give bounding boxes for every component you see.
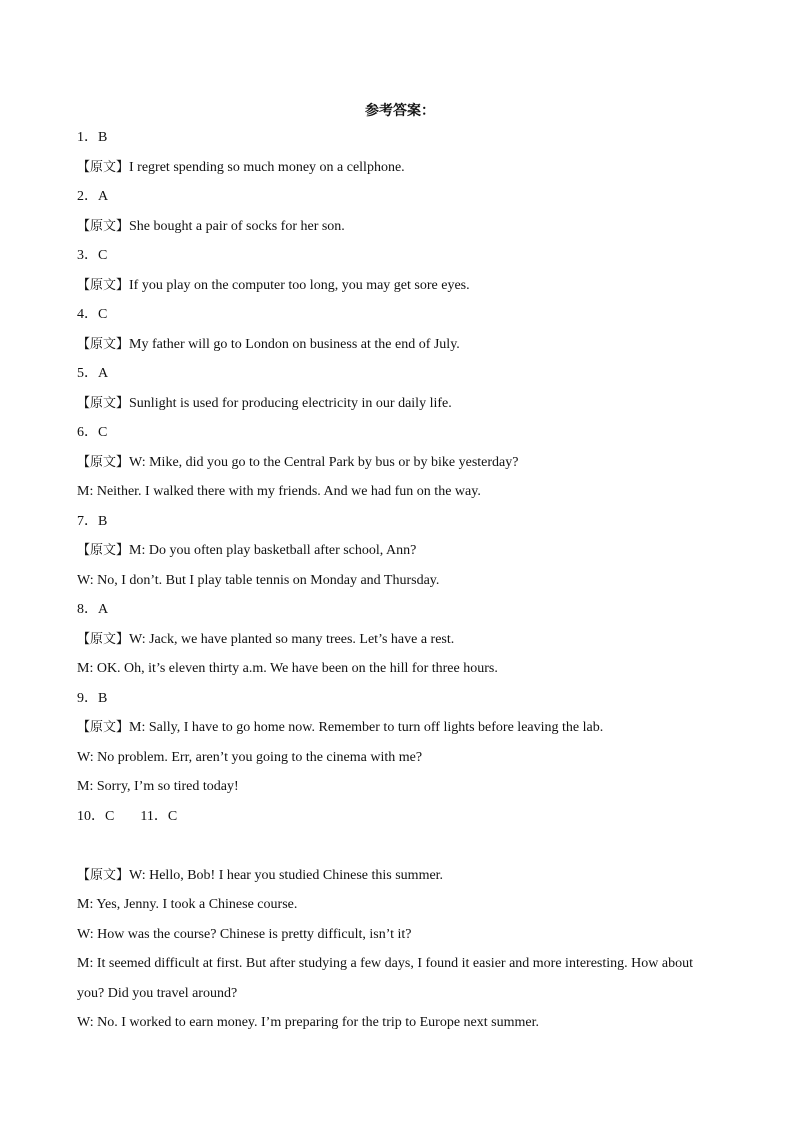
line-text: you? Did you travel around? <box>77 985 238 1001</box>
transcript-line <box>77 277 470 295</box>
answer-number: 11．C <box>140 808 178 824</box>
transcript-line <box>77 955 693 973</box>
source-tag: 【原文】 <box>77 454 130 470</box>
answer-number <box>77 188 108 206</box>
answer-number: 10．C <box>77 808 115 824</box>
line-text: M: Do you often play basketball after school, Ann? <box>129 543 417 558</box>
line-text: 5．A <box>77 366 109 381</box>
transcript-line <box>77 572 439 590</box>
transcript-line <box>77 631 454 649</box>
line-text: W: No. I worked to earn money. I’m preparing for the trip to Europe next summer. <box>77 1015 539 1030</box>
line-text: 2．A <box>77 189 109 204</box>
transcript-line <box>77 985 237 1003</box>
source-tag: 【原文】 <box>77 395 130 411</box>
transcript-line <box>77 719 603 737</box>
line-text: W: Mike, did you go to the Central Park by bus or by bike yesterday? <box>129 454 519 470</box>
source-tag: 【原文】 <box>77 159 130 175</box>
line-text: I regret spending so much money on a cellphone. <box>129 159 405 175</box>
line-text: M: It seemed difficult at first. But after studying a few days, I found it easier and more interesting. How about <box>77 956 693 971</box>
answer-number <box>77 513 107 531</box>
line-text: My father will go to London on business at the end of July. <box>129 336 460 352</box>
source-tag: 【原文】 <box>77 720 130 735</box>
line-text: M: Sally, I have to go home now. Remember to turn off lights before leaving the lab. <box>129 720 604 735</box>
line-text: 3．C <box>77 248 108 263</box>
source-tag: 【原文】 <box>77 336 130 352</box>
answer-number-pair <box>77 808 177 826</box>
transcript-line <box>77 483 481 501</box>
line-text: 7．B <box>77 513 108 529</box>
line-text: 1．B <box>77 130 108 145</box>
transcript-line <box>77 896 297 914</box>
answer-number <box>77 601 108 619</box>
source-tag: 【原文】 <box>77 218 130 234</box>
transcript-line <box>77 395 452 413</box>
transcript-line <box>77 159 405 177</box>
line-text: W: Jack, we have planted so many trees. Let’s have a rest. <box>129 631 455 647</box>
answer-number <box>77 690 107 708</box>
transcript-line <box>77 542 416 560</box>
transcript-line <box>77 867 443 885</box>
line-text: M: OK. Oh, it’s eleven thirty a.m. We have been on the hill for three hours. <box>77 661 498 676</box>
transcript-line <box>77 336 460 354</box>
line-text: W: Hello, Bob! I hear you studied Chinese this summer. <box>129 867 444 883</box>
transcript-line <box>77 218 345 236</box>
line-text: M: Yes, Jenny. I took a Chinese course. <box>77 897 298 912</box>
transcript-line <box>77 660 498 678</box>
answer-number <box>77 306 107 324</box>
line-text: W: How was the course? Chinese is pretty difficult, isn’t it? <box>77 926 412 942</box>
transcript-line <box>77 778 239 796</box>
source-tag: 【原文】 <box>77 277 130 293</box>
answer-number <box>77 247 107 265</box>
line-text: 9．B <box>77 690 108 706</box>
transcript-line <box>77 749 422 767</box>
line-text: 6．C <box>77 425 108 440</box>
line-text: She bought a pair of socks for her son. <box>129 218 345 234</box>
transcript-line <box>77 926 412 944</box>
transcript-line <box>77 1014 539 1032</box>
source-tag: 【原文】 <box>77 867 130 883</box>
line-text: 8．A <box>77 602 109 617</box>
answer-number <box>77 424 107 442</box>
line-text: M: Sorry, I’m so tired today! <box>77 779 239 794</box>
line-text: W: No, I don’t. But I play table tennis on Monday and Thursday. <box>77 572 440 588</box>
line-text: M: Neither. I walked there with my friends. And we had fun on the way. <box>77 484 481 499</box>
page-title: 参考答案： <box>365 103 435 119</box>
line-text: 4．C <box>77 307 108 322</box>
answer-number <box>77 365 108 383</box>
source-tag: 【原文】 <box>77 631 130 647</box>
line-text: W: No problem. Err, aren’t you going to the cinema with me? <box>77 749 423 765</box>
source-tag: 【原文】 <box>77 543 130 558</box>
transcript-line <box>77 454 518 472</box>
line-text: Sunlight is used for producing electricity in our daily life. <box>129 395 452 411</box>
line-text: If you play on the computer too long, you may get sore eyes. <box>129 277 470 293</box>
answer-number <box>77 129 107 147</box>
